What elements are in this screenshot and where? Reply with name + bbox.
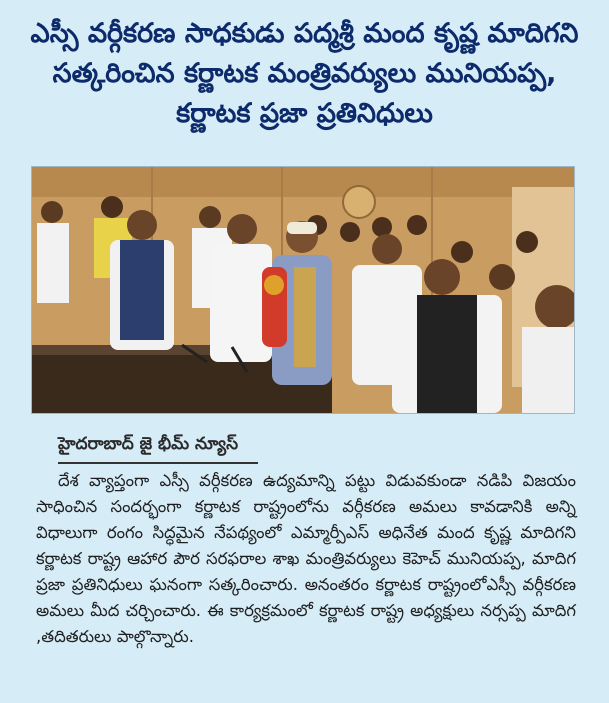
- news-photo: [31, 166, 575, 414]
- emblem-icon: [343, 186, 375, 218]
- photo-illustration: [32, 167, 574, 413]
- byline: హైదరాబాద్ జై భీమ్ న్యూస్: [58, 434, 239, 454]
- headline: ఎస్సీ వర్గీకరణ సాధకుడు పద్మశ్రీ మంద కృష్ణ మాదిగని సత్కరించిన కర్ణాటక మంత్రివర్యులు మునియప్ప, కర్ణాటక ప్రజా ప్రతినిధులు: [30, 18, 579, 129]
- article-body: దేశ వ్యాప్తంగా ఎస్సీ వర్గీకరణ ఉద్యమాన్ని పట్టు విడువకుండా నడిపి విజయం సాధించిన సందర్భంగా కర్ణాటక రాష్ట్రంలోను వర్గీకరణ అమలు కావడానికి అన్ని విధాలుగా రంగం సిద్ధమైన నేపథ్యంలో ఎమ్మార్పీఎస్ అధినేత మంద కృష్ణ మాదిగని కర్ణాటక రాష్ట్ర ఆహార పౌర సరఫరాల శాఖ మంత్రివర్యులు కెహెచ్ మునియప్ప, మాదిగ ప్రజా ప్రతినిధులు ఘనంగా సత్కరించారు. అనంతరం కర్ణాటక రాష్ట్రంలోఎస్సీ వర్గీకరణ అమలు మీద చర్చించారు. ఈ కార్యక్రమంలో కర్ణాటక రాష్ట్ర అధ్యక్షులు నర్సప్ప మాదిగ ,తదితరులు పాల్గొన్నారు.: [36, 471, 576, 646]
- byline-underline: [58, 462, 258, 464]
